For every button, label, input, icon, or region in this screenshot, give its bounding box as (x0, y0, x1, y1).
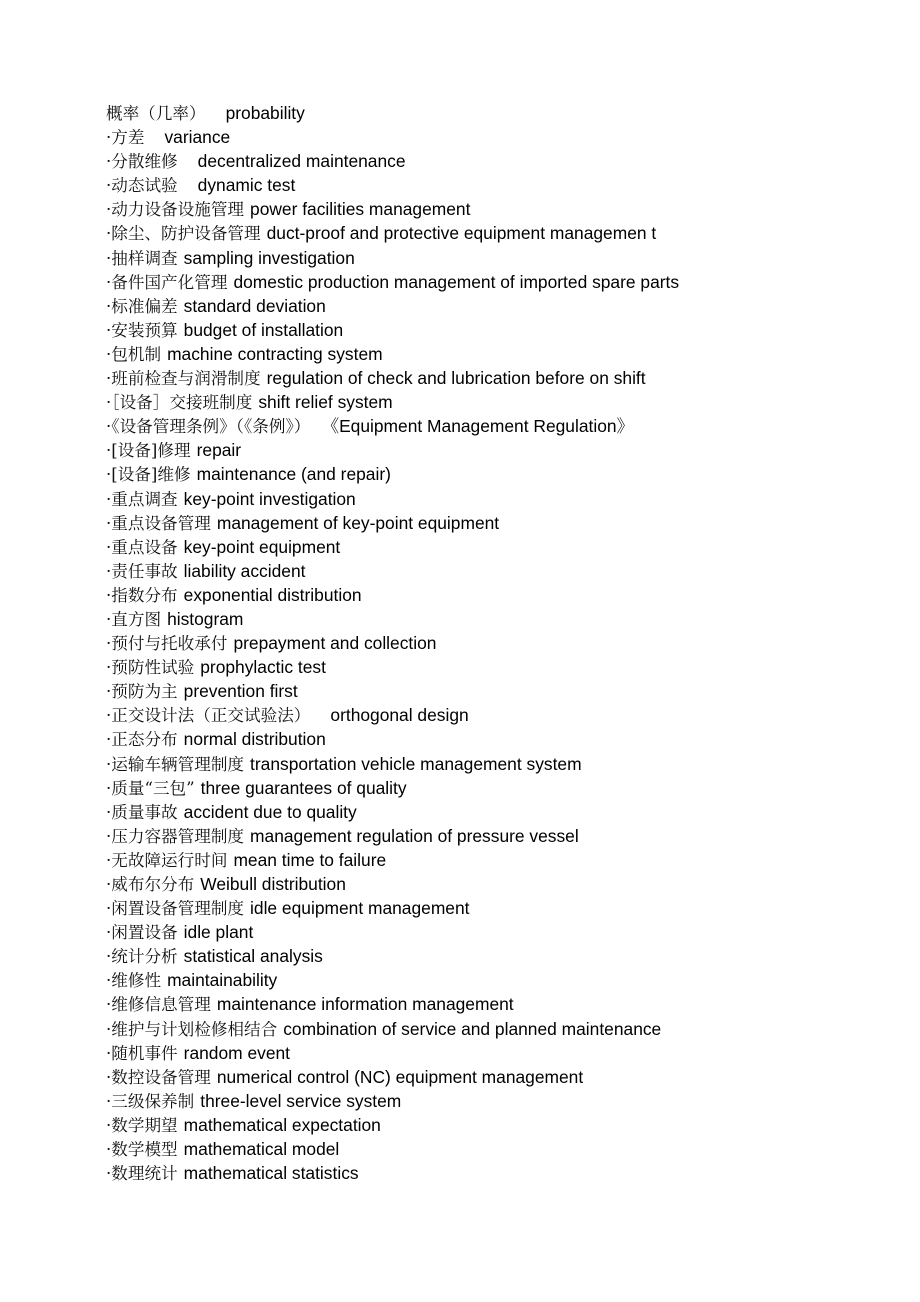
glossary-entry (106, 1089, 896, 1113)
chinese-term: ·数控设备管理 (106, 1067, 211, 1087)
chinese-term: 概率（几率） (106, 104, 206, 123)
glossary-entry (106, 896, 896, 920)
english-term: repair (196, 440, 242, 461)
glossary-entry (106, 1113, 896, 1137)
glossary-entry (106, 101, 896, 125)
glossary-entry (106, 462, 896, 486)
english-term: prophylactic test (200, 657, 326, 678)
chinese-term: ·备件国产化管理 (106, 272, 228, 292)
english-term: standard deviation (183, 295, 326, 316)
english-term: duct-proof and protective equipment managemen t (266, 223, 657, 244)
chinese-term: ·数学模型 (106, 1140, 178, 1160)
glossary-entry (106, 1017, 896, 1041)
english-term: management regulation of pressure vessel (250, 825, 579, 846)
english-term: random event (183, 1042, 290, 1063)
english-term: mathematical statistics (183, 1163, 359, 1184)
glossary-entry (106, 944, 896, 968)
glossary-entry (106, 390, 896, 414)
chinese-term: ·重点调查 (106, 489, 178, 509)
chinese-term: ·正交设计法（正交试验法） (106, 706, 311, 726)
glossary-list (106, 101, 896, 1185)
chinese-term: ·直方图 (106, 609, 162, 629)
glossary-entry (106, 800, 896, 824)
english-term: key-point equipment (183, 536, 341, 557)
chinese-term: ·质量事故 (106, 802, 178, 822)
chinese-term: ·预付与托收承付 (106, 634, 228, 654)
english-term: histogram (167, 608, 244, 629)
english-term: mean time to failure (233, 849, 387, 870)
chinese-term: ·维修性 (106, 971, 162, 991)
glossary-entry (106, 149, 896, 173)
english-term: three-level service system (200, 1090, 402, 1111)
glossary-entry (106, 607, 896, 631)
glossary-entry (106, 968, 896, 992)
glossary-entry (106, 559, 896, 583)
glossary-entry (106, 294, 896, 318)
glossary-entry (106, 221, 896, 245)
chinese-term: ·［设备］交接班制度 (106, 393, 253, 413)
english-term: idle equipment management (250, 898, 470, 919)
glossary-entry (106, 246, 896, 270)
english-term: shift relief system (258, 392, 393, 413)
english-term: management of key-point equipment (216, 512, 500, 533)
english-term: exponential distribution (183, 584, 362, 605)
glossary-entry (106, 511, 896, 535)
chinese-term: ·统计分析 (106, 947, 178, 967)
glossary-entry (106, 487, 896, 511)
english-term: regulation of check and lubrication before on shift (266, 368, 646, 389)
chinese-term: ·抽样调查 (106, 248, 178, 268)
english-term: sampling investigation (183, 247, 355, 268)
chinese-term: ·随机事件 (106, 1043, 178, 1063)
english-term: prepayment and collection (233, 633, 437, 654)
glossary-entry (106, 631, 896, 655)
chinese-term: ·重点设备管理 (106, 513, 211, 533)
glossary-entry (106, 848, 896, 872)
english-term: normal distribution (183, 729, 326, 750)
glossary-entry (106, 366, 896, 390)
chinese-term: ·质量“三包” (106, 778, 195, 798)
english-term: maintainability (167, 970, 278, 991)
glossary-entry (106, 535, 896, 559)
english-term: statistical analysis (183, 946, 323, 967)
english-term: mathematical model (183, 1139, 340, 1160)
chinese-term: ·数学期望 (106, 1115, 178, 1135)
english-term: key-point investigation (183, 488, 356, 509)
english-term: variance (164, 127, 231, 148)
chinese-term: ·《设备管理条例》（《条例》） (106, 417, 311, 437)
glossary-entry (106, 824, 896, 848)
english-term: Weibull distribution (200, 874, 346, 894)
chinese-term: ·[设备]修理 (106, 441, 191, 461)
glossary-entry (106, 270, 896, 294)
english-term: prevention first (183, 681, 298, 702)
chinese-term: ·威布尔分布 (106, 875, 195, 894)
english-term: maintenance (and repair) (196, 464, 391, 485)
chinese-term: ·预防性试验 (106, 658, 195, 678)
chinese-term: ·安装预算 (106, 320, 178, 340)
chinese-term: ·数理统计 (106, 1164, 178, 1184)
glossary-entry (106, 583, 896, 607)
glossary-entry (106, 752, 896, 776)
english-term: decentralized maintenance (197, 151, 406, 172)
chinese-term: ·闲置设备管理制度 (106, 899, 245, 919)
glossary-entry (106, 342, 896, 366)
glossary-entry (106, 703, 896, 727)
chinese-term: ·方差 (106, 128, 145, 148)
glossary-entry (106, 920, 896, 944)
english-term: dynamic test (197, 175, 296, 196)
english-term: combination of service and planned maintenance (283, 1018, 662, 1039)
english-term: power facilities management (250, 199, 471, 220)
chinese-term: ·班前检查与润滑制度 (106, 369, 261, 389)
chinese-term: ·闲置设备 (106, 923, 178, 943)
chinese-term: ·无故障运行时间 (106, 850, 228, 870)
glossary-entry (106, 125, 896, 149)
glossary-entry (106, 727, 896, 751)
glossary-entry (106, 1161, 896, 1185)
chinese-term: ·标准偏差 (106, 296, 178, 316)
glossary-entry (106, 1137, 896, 1161)
chinese-term: ·动态试验 (106, 176, 178, 196)
english-term: orthogonal design (330, 705, 469, 726)
chinese-term: ·维护与计划检修相结合 (106, 1019, 278, 1039)
glossary-entry (106, 655, 896, 679)
chinese-term: ·预防为主 (106, 682, 178, 702)
english-term: liability accident (183, 560, 306, 581)
chinese-term: ·重点设备 (106, 537, 178, 557)
english-term: three guarantees of quality (200, 777, 407, 798)
chinese-term: ·分散维修 (106, 152, 178, 172)
glossary-entry (106, 197, 896, 221)
english-term: machine contracting system (167, 343, 383, 364)
chinese-term: ·压力容器管理制度 (106, 826, 245, 846)
english-term: idle plant (183, 922, 254, 943)
glossary-entry (106, 438, 896, 462)
english-term: 《Equipment Management Regulation》 (330, 416, 634, 437)
chinese-term: ·包机制 (106, 344, 162, 364)
english-term: budget of installation (183, 319, 344, 340)
glossary-entry (106, 173, 896, 197)
glossary-entry (106, 1065, 896, 1089)
glossary-entry (106, 318, 896, 342)
english-term: probability (225, 103, 305, 123)
chinese-term: ·指数分布 (106, 585, 178, 605)
glossary-entry (106, 872, 896, 896)
chinese-term: ·动力设备设施管理 (106, 200, 245, 220)
english-term: numerical control (NC) equipment management (216, 1066, 584, 1087)
chinese-term: ·正态分布 (106, 730, 178, 750)
glossary-entry (106, 776, 896, 800)
english-term: mathematical expectation (183, 1114, 381, 1135)
english-term: domestic production management of imported spare parts (233, 271, 680, 292)
glossary-entry (106, 1041, 896, 1065)
glossary-entry (106, 992, 896, 1016)
english-term: transportation vehicle management system (250, 753, 582, 774)
english-term: maintenance information management (216, 994, 514, 1015)
chinese-term: ·维修信息管理 (106, 995, 211, 1015)
chinese-term: ·[设备]维修 (106, 465, 191, 485)
glossary-entry (106, 414, 896, 438)
glossary-entry (106, 679, 896, 703)
chinese-term: ·责任事故 (106, 561, 178, 581)
chinese-term: ·除尘、防护设备管理 (106, 224, 261, 244)
chinese-term: ·运输车辆管理制度 (106, 754, 245, 774)
chinese-term: ·三级保养制 (106, 1091, 195, 1111)
english-term: accident due to quality (183, 801, 357, 822)
